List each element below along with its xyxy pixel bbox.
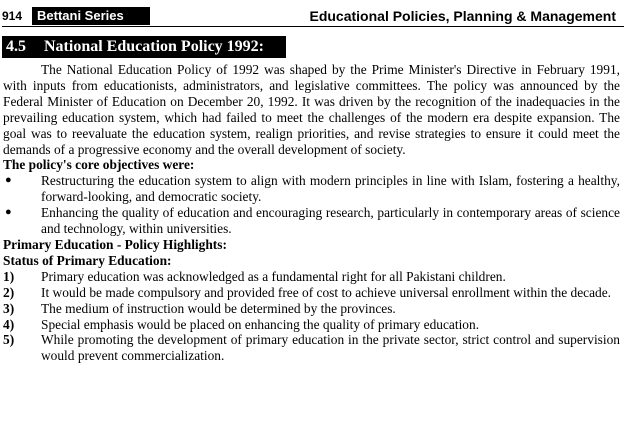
section-number: 4.5 — [6, 38, 26, 55]
item-number: 1) — [3, 268, 15, 284]
item-number: 5) — [3, 332, 15, 348]
list-item — [3, 173, 620, 205]
item-text: Primary education was acknowledged as a fundamental right for all Pakistani children. — [41, 268, 506, 284]
status-heading: Status of Primary Education: — [3, 252, 172, 268]
list-item — [3, 301, 620, 317]
objectives-list — [3, 173, 620, 237]
item-number: 4) — [3, 316, 15, 332]
primary-heading: Primary Education - Policy Highlights: — [3, 236, 227, 252]
running-header — [2, 6, 624, 27]
list-item — [3, 269, 620, 285]
bullet-icon: ● — [5, 206, 12, 219]
list-item — [3, 205, 620, 237]
item-number: 2) — [3, 284, 15, 300]
objectives-heading: The policy's core objectives were: — [3, 157, 195, 173]
objective-text: Enhancing the quality of education and encouraging research, particularly in contemporary areas of science and technology, within universities. — [41, 205, 620, 237]
list-item — [3, 332, 620, 364]
list-item — [3, 317, 620, 333]
status-list — [3, 269, 620, 364]
section-title: National Education Policy 1992: — [44, 38, 265, 55]
intro-paragraph: The National Education Policy of 1992 was shaped by the Prime Minister's Directive in February 1991, with inputs from educationists, administrators, and legislative committees. The policy was announced by the Federal Minister of Education on December 20, 1992. It was driven by the recognition of the inadequacies in the prevailing education system, which had failed to meet the challenges of the modern era despite expansion. The goal was to reevaluate the education system, realign priorities, and revise strategies to ensure it could meet the demands of a progressive economy and the overall development of society. — [3, 62, 620, 157]
item-text: Special emphasis would be placed on enhancing the quality of primary education. — [41, 316, 480, 332]
section-heading — [2, 36, 286, 58]
objective-text: Restructuring the education system to align with modern principles in line with Islam, fostering a healthy, forward-looking, and democratic society. — [41, 173, 620, 205]
page-number: 914 — [2, 9, 23, 23]
series-label: Bettani Series — [32, 7, 150, 25]
item-number: 3) — [3, 300, 15, 316]
list-item — [3, 285, 620, 301]
item-text: It would be made compulsory and provided free of cost to achieve universal enrollment within the decade. — [41, 284, 612, 300]
item-text: The medium of instruction would be determined by the provinces. — [41, 300, 396, 316]
book-title: Educational Policies, Planning & Management — [309, 8, 616, 24]
bullet-icon: ● — [5, 174, 12, 187]
body-content — [3, 62, 620, 364]
item-text: While promoting the development of primary education in the private sector, strict control and supervision would prevent commercialization. — [41, 332, 620, 364]
